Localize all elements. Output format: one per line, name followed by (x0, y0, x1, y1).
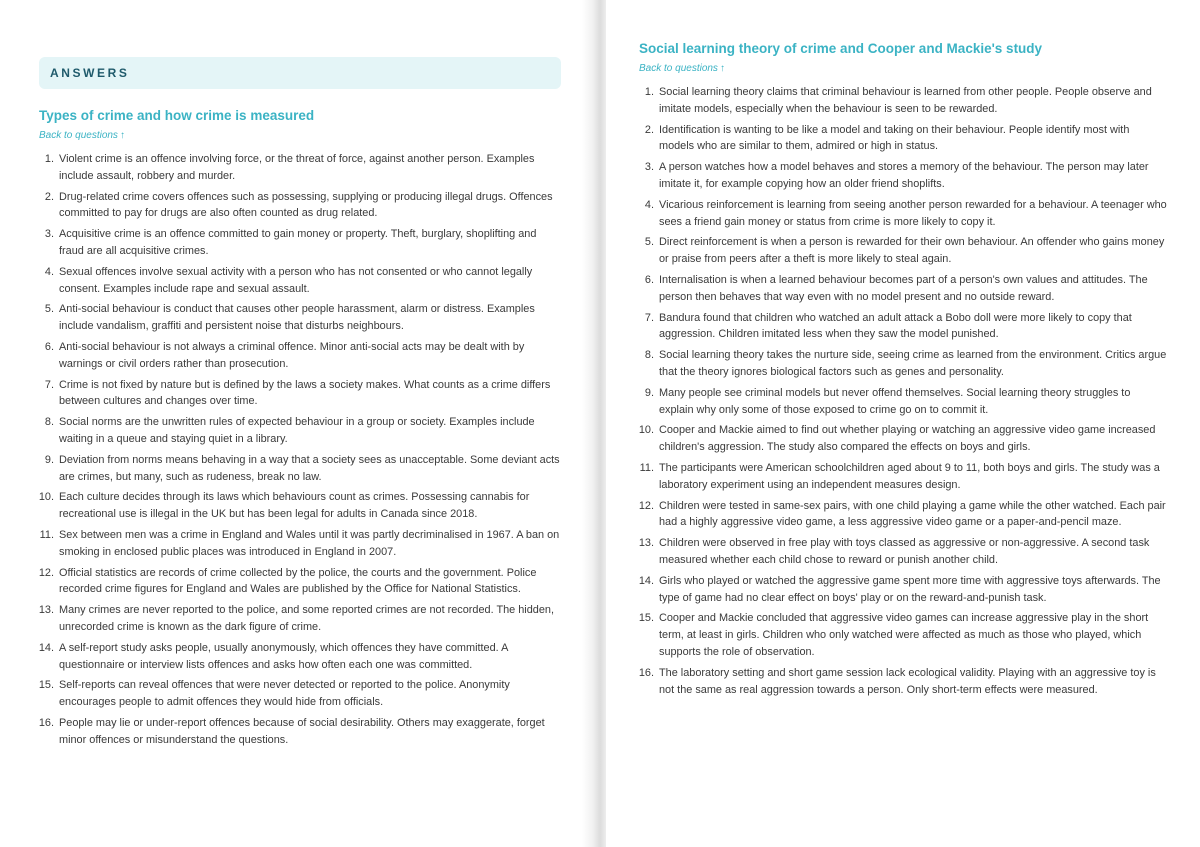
answer-item (39, 414, 561, 448)
answer-number: 3. (44, 228, 54, 241)
answer-item (39, 264, 561, 298)
answer-text: Internalisation is when a learned behaviour becomes part of a person's own values and attitudes. The person then behaves that way even with no model present and no outside reward. (659, 273, 1148, 303)
answer-number: 12. (38, 566, 54, 579)
answers-banner (39, 57, 561, 89)
answer-item (39, 640, 561, 674)
answer-number: 2. (44, 190, 54, 203)
answer-item (39, 189, 561, 223)
answer-item (39, 602, 561, 636)
answer-item (39, 565, 561, 599)
answer-text: Vicarious reinforcement is learning from seeing another person rewarded for a behaviour. A teenager who sees a friend gain money or status from crime is more likely to copy it. (659, 198, 1167, 228)
answer-item (639, 535, 1167, 569)
back-link-label: Back to questions (39, 130, 118, 141)
answer-item (639, 159, 1167, 193)
answer-item (639, 310, 1167, 344)
section-social-learning-theory (639, 40, 1167, 702)
answer-number: 9. (644, 386, 654, 399)
answer-text: Social learning theory claims that criminal behaviour is learned from other people. People observe and imitate models, especially when the behaviour is seen to be rewarded. (659, 86, 1152, 115)
answer-number: 1. (44, 153, 54, 165)
answer-text: The laboratory setting and short game session lack ecological validity. Playing with an aggressive toy is not the same as real aggression towards a person. Only short-term effects were measured. (659, 666, 1156, 696)
section-title: Social learning theory of crime and Cooper and Mackie's study (639, 41, 1043, 56)
answer-number: 1. (644, 86, 654, 98)
answer-text: A self-report study asks people, usually anonymously, which offences they have committed. A questionnaire or interview lists offences and asks how often each one was committed. (59, 641, 508, 671)
answer-number: 4. (644, 198, 654, 211)
answer-item (39, 677, 561, 711)
answer-text: People may lie or under-report offences because of social desirability. Others may exaggerate, forget minor offences or misunderstand the questions. (59, 716, 545, 746)
answer-number: 12. (638, 499, 654, 512)
answer-item (639, 272, 1167, 306)
answer-item (639, 665, 1167, 699)
answer-item (639, 347, 1167, 381)
answer-text: Acquisitive crime is an offence committed to gain money or property. Theft, burglary, shoplifting and fraud are all acquisitive crimes. (59, 228, 537, 257)
answer-text: Official statistics are records of crime collected by the police, the courts and the government. Police recorded crime figures for England and Wales are published by the Office for National Statistics. (59, 566, 537, 596)
answer-text: Cooper and Mackie concluded that aggressive video games can increase aggressive play in the short term, at least in girls. Children who only watched were affected as much as those who played, which supports the role of observation. (659, 612, 1149, 658)
answer-text: Bandura found that children who watched an adult attack a Bobo doll were more likely to copy that aggression. Children imitated less when they saw the model punished. (659, 311, 1132, 341)
answer-text: Cooper and Mackie aimed to find out whether playing or watching an aggressive video game increased children's aggression. The study also compared the effects on boys and girls. (659, 424, 1156, 454)
answer-text: The participants were American schoolchildren aged about 9 to 11, both boys and girls. The study was a laboratory experiment using an independent measures design. (659, 461, 1160, 491)
answer-list (39, 151, 561, 749)
answer-text: Deviation from norms means behaving in a way that a society sees as unacceptable. Some deviant acts are crimes, but many, such as rudeness, break no law. (59, 453, 560, 483)
answer-number: 5. (644, 236, 654, 249)
back-to-questions-link[interactable] (39, 129, 561, 143)
back-link-label: Back to questions (639, 63, 718, 74)
answer-item (39, 715, 561, 749)
answer-item (39, 527, 561, 561)
answer-text: Children were tested in same-sex pairs, with one child playing a game while the other watched. Each pair had a highly aggressive video game, a less aggressive video game or a paper-and-pencil maze. (659, 499, 1166, 529)
answer-text: Children were observed in free play with toys classed as aggressive or non-aggressive. A second task measured whether each child chose to reward or punish another child. (659, 537, 1150, 566)
answer-list (639, 84, 1167, 698)
answer-text: Social norms are the unwritten rules of expected behaviour in a group or society. Examples include waiting in a queue and staying quiet in a library. (59, 416, 535, 445)
answer-item (39, 489, 561, 523)
answer-item (39, 452, 561, 486)
answer-number: 13. (38, 604, 54, 617)
answer-text: Sex between men was a crime in England and Wales until it was partly decriminalised in 1967. A ban on smoking in enclosed public places was introduced in England in 2007. (59, 528, 560, 558)
answer-item (39, 377, 561, 411)
answer-number: 6. (44, 340, 54, 353)
answer-number: 8. (644, 349, 654, 362)
answer-number: 13. (638, 537, 654, 550)
answer-item (39, 339, 561, 373)
answer-number: 10. (638, 424, 654, 437)
answer-text: A person watches how a model behaves and stores a memory of the behaviour. The person may later imitate it, for example copying how an older friend shoplifts. (659, 161, 1149, 190)
answer-number: 8. (44, 416, 54, 429)
answer-number: 3. (644, 161, 654, 174)
answer-text: Each culture decides through its laws which behaviours count as crimes. Possessing cannabis for recreational use is illegal in the UK but has been legal for adults in Canada since 2018. (59, 491, 530, 521)
answer-item (639, 573, 1167, 607)
answer-number: 11. (639, 461, 654, 474)
answer-number: 4. (44, 265, 54, 278)
section-types-of-crime (39, 107, 561, 753)
answer-item (39, 226, 561, 260)
answer-item (639, 122, 1167, 156)
answer-number: 16. (638, 666, 654, 679)
section-title: Types of crime and how crime is measured (39, 108, 315, 123)
answer-item (39, 151, 561, 185)
answer-text: Identification is wanting to be like a model and taking on their behaviour. People identify most with models who are similar to them, admired or high in status. (659, 123, 1130, 153)
answer-text: Many crimes are never reported to the police, and some reported crimes are not recorded. The hidden, unrecorded crime is known as the dark figure of crime. (59, 604, 554, 633)
answer-number: 14. (38, 641, 54, 654)
back-to-questions-link[interactable] (639, 62, 1167, 76)
answer-text: Sexual offences involve sexual activity with a person who has not consented or who cannot legally consent. Examples include rape and sexual assault. (59, 265, 533, 295)
answer-item (639, 498, 1167, 532)
answer-text: Violent crime is an offence involving force, or the threat of force, against another person. Examples include assault, robbery and murder. (59, 153, 535, 182)
answer-text: Social learning theory takes the nurture side, seeing crime as learned from the environment. Critics argue that the theory ignores biological factors such as genes and personality. (659, 349, 1167, 378)
answer-item (639, 460, 1167, 494)
answer-text: Crime is not fixed by nature but is defined by the laws a society makes. What counts as a crime differs between cultures and changes over time. (59, 378, 551, 408)
answer-text: Girls who played or watched the aggressive game spent more time with aggressive toys afterwards. The type of game had no clear effect on boys' play or on the reward-and-punish task. (659, 574, 1161, 604)
answer-number: 15. (638, 612, 654, 625)
answer-number: 10. (38, 491, 54, 504)
answer-number: 11. (39, 528, 54, 541)
answer-item (639, 385, 1167, 419)
answer-item (639, 197, 1167, 231)
left-page (0, 0, 596, 847)
right-page (606, 0, 1200, 847)
answer-number: 2. (644, 123, 654, 136)
answer-text: Anti-social behaviour is conduct that causes other people harassment, alarm or distress. Examples include vandalism, graffiti and persistent noise that disturbs neighbours. (59, 303, 535, 333)
answer-number: 5. (44, 303, 54, 316)
answers-label: ANSWERS (50, 66, 130, 80)
answer-item (639, 610, 1167, 660)
answer-number: 15. (38, 679, 54, 692)
answer-text: Many people see criminal models but never offend themselves. Social learning theory struggles to explain why only some of those exposed to crime go on to commit it. (659, 386, 1131, 416)
answer-number: 7. (644, 311, 654, 324)
answer-item (639, 234, 1167, 268)
answer-text: Anti-social behaviour is not always a criminal offence. Minor anti-social acts may be dealt with by warnings or civil orders rather than prosecution. (59, 340, 525, 370)
answer-item (39, 301, 561, 335)
up-arrow-icon: ↑ (719, 63, 725, 74)
answer-text: Self-reports can reveal offences that were never detected or reported to the police. Anonymity encourages people to admit offences they would hide from officials. (59, 679, 510, 709)
answer-item (639, 84, 1167, 118)
answer-item (639, 422, 1167, 456)
answer-number: 14. (638, 574, 654, 587)
up-arrow-icon: ↑ (119, 130, 125, 141)
answer-text: Drug-related crime covers offences such as possessing, supplying or producing illegal drugs. Offences committed to pay for drugs are also often counted as drug related. (59, 190, 553, 220)
answer-number: 9. (44, 453, 54, 466)
answer-number: 6. (644, 273, 654, 286)
answer-number: 16. (38, 716, 54, 729)
answer-text: Direct reinforcement is when a person is rewarded for their own behaviour. An offender who gains money or praise from peers after a theft is more likely to steal again. (659, 236, 1165, 266)
answer-number: 7. (44, 378, 54, 391)
